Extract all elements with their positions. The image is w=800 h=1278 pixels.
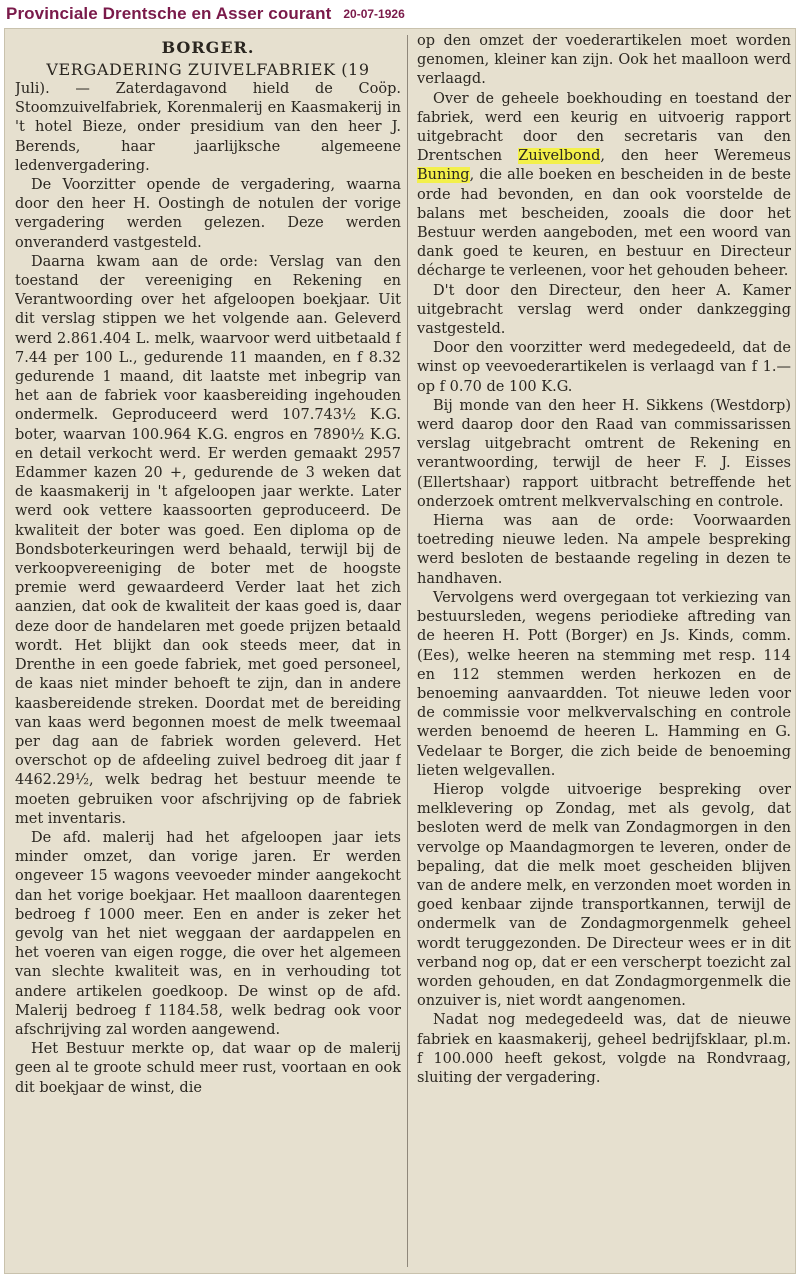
paragraph-bookkeeping xyxy=(417,90,791,282)
paragraph: D't door den Directeur, den heer A. Kamer uitgebracht verslag werd onder dankzegging vastgesteld. xyxy=(417,282,791,338)
paragraph: De Voorzitter opende de vergadering, waarna door den heer H. Oostingh de notulen der vorige vergadering werden gelezen. Deze werden onveranderd vastgesteld. xyxy=(15,177,401,251)
paragraph: Hierna was aan de orde: Voorwaarden toetreding nieuwe leden. Na ampele bespreking werd besloten de bestaande regeling in dezen te handhaven. xyxy=(417,513,791,587)
paragraph: Hierop volgde uitvoerige bespreking over melklevering op Zondag, met als gevolg, dat besloten werd de melk van Zondagmorgen in den vervolge op Maandagmorgen te leveren, onder de bepaling, dat die melk moet gescheiden blijven van de andere melk, en verzonden moet worden in goed kenbaar zijnde transportkannen, terwijl de ondermelk van de Zondagmorgenmelk geheel wordt teruggezonden. De Directeur wees er in dit verband nog op, dat er een verscherpt toezicht zal worden gehouden, en dat Zondagmorgenmelk die onzuiver is, niet wordt aangenomen. xyxy=(417,781,791,1010)
text-run: Over de geheele boekhouding en toestand der fabriek, werd een keurig en uitvoerig rapport uitgebracht door den secretaris van den Drentschen xyxy=(417,90,791,165)
highlighted-term: Zuivelbond xyxy=(518,148,601,165)
paragraph: Nadat nog medegedeeld was, dat de nieuwe fabriek en kaasmakerij, geheel bedrijfsklaar, pl.m. f 100.000 heeft gekost, volgde na Rondvraag, sluiting der vergadering. xyxy=(417,1012,791,1086)
newspaper-clipping xyxy=(4,28,796,1274)
text-run: , die alle boeken en bescheiden in de beste orde had bevonden, en dan ook voorstelde de balans met bescheiden, zooals die door het Bestuur werden aangeboden, met een woord van dank goed te keuren, en bestuur en Directeur décharge te verleenen, voor het gehouden beheer. xyxy=(417,167,791,280)
paragraph: Vervolgens werd overgegaan tot verkiezing van bestuursleden, wegens periodieke aftreding van de heeren H. Pott (Borger) en Js. Kinds, comm. (Ees), welke heeren na stemming met resp. 114 en 112 stemmen werden herkozen en de benoeming aanvaardden. Tot nieuwe leden voor de commissie voor melkvervalsching en controle werden benoemd de heeren L. Hamming en G. Vedelaar te Borger, die zich beide de benoeming lieten welgevallen. xyxy=(417,589,791,779)
header-bar xyxy=(0,0,800,28)
article-headline: VERGADERING ZUIVELFABRIEK (19 xyxy=(46,60,370,79)
paragraph: De afd. malerij had het afgeloopen jaar iets minder omzet, dan vorige jaren. Er werden ongeveer 15 wagons veevoeder minder aangekocht dan het vorige boekjaar. Het maalloon daarentegen bedroeg f 1000 meer. Een en ander is zeker het gevolg van het niet weggaan der aardappelen en het voeren van eigen rogge, die over het algemeen van slechte kwaliteit was, en in verhouding tot andere artikelen goedkoop. De winst op de afd. Malerij bedroeg f 1184.58, welk bedrag ook voor afschrijving zal worden aangewend. xyxy=(15,829,401,1038)
column-divider xyxy=(407,35,408,1267)
highlighted-term: Buning xyxy=(417,167,470,184)
text-run: , den heer Weremeus xyxy=(600,148,791,165)
paragraph: Daarna kwam aan de orde: Verslag van den toestand der vereeniging en Rekening en Verantwoording over het afgeloopen boekjaar. Uit dit verslag stippen we het volgende aan. Geleverd werd 2.861.404 L. melk, waarvoor werd uitbetaald f 7.44 per 100 L., gedurende 11 maanden, en f 8.32 gedurende 1 maand, dit laatste met inbegrip van het aan de fabriek voor kaasbereiding ingehouden ondermelk. Geproduceerd werd 107.743½ K.G. boter, waarvan 100.964 K.G. engros en 7890½ K.G. en detail verkocht werd. Er werden gemaakt 2957 Edammer kazen 20 +, gedurende de 3 weken dat de kaasmakerij in 't afgeloopen jaar werkte. Later werd ook vettere kaassoorten geproduceerd. De kwaliteit der boter was goed. Een diploma op de Bondsboterkeuringen werd behaald, terwijl bij de verkoopvereeniging de boter met de hoogste premie werd gewaardeerd Verder laat het zich aanzien, dat ook de kwaliteit der kaas goed is, daar deze door de handelaren met goede prijzen betaald wordt. Het blijkt dan ook steeds meer, dat in Drenthe in een goede fabriek, met goed personeel, de kaas niet minder behoeft te zijn, dan in andere kaasbereidende streken. Doordat met de bereiding van kaas werd begonnen moest de melk tweemaal per dag aan de fabriek worden geleverd. Het overschot op de afdeeling zuivel bedroeg dit jaar f 4462.29½, welk bedrag het bestuur meende te moeten gebruiken voor afschrijving op de fabriek met inventaris. xyxy=(15,253,401,827)
article-column-left xyxy=(15,32,401,1269)
paragraph: Bij monde van den heer H. Sikkens (Westdorp) werd daarop door den Raad van commissarissen verslag uitgebracht omtrent de Rekening en verantwoording, terwijl de heer F. J. Eisses (Ellertshaar) rapport uitbracht betreffende het onderzoek omtrent melkvervalsching en controle. xyxy=(417,397,791,510)
paragraph: Juli). — Zaterdagavond hield de Coöp. Stoomzuivelfabriek, Korenmalerij en Kaasmakerij in 't hotel Bieze, onder presidium van den heer J. Berends, haar jaarlijksche algemeene ledenvergadering. xyxy=(15,81,401,174)
paragraph: Het Bestuur merkte op, dat waar op de malerij geen al te groote schuld meer rust, voortaan en ook dit boekjaar de winst, die xyxy=(15,1041,401,1096)
paragraph: Door den voorzitter werd medegedeeld, dat de winst op veevoederartikelen is verlaagd van f 1.— op f 0.70 de 100 K.G. xyxy=(417,340,791,395)
article-column-right xyxy=(417,32,791,1269)
publication-date: 20-07-1926 xyxy=(343,7,405,21)
article-place: BORGER. xyxy=(161,38,255,57)
paragraph: op den omzet der voederartikelen moet worden genomen, kleiner kan zijn. Ook het maalloon werd verlaagd. xyxy=(417,33,791,88)
newspaper-title: Provinciale Drentsche en Asser courant xyxy=(6,4,332,23)
